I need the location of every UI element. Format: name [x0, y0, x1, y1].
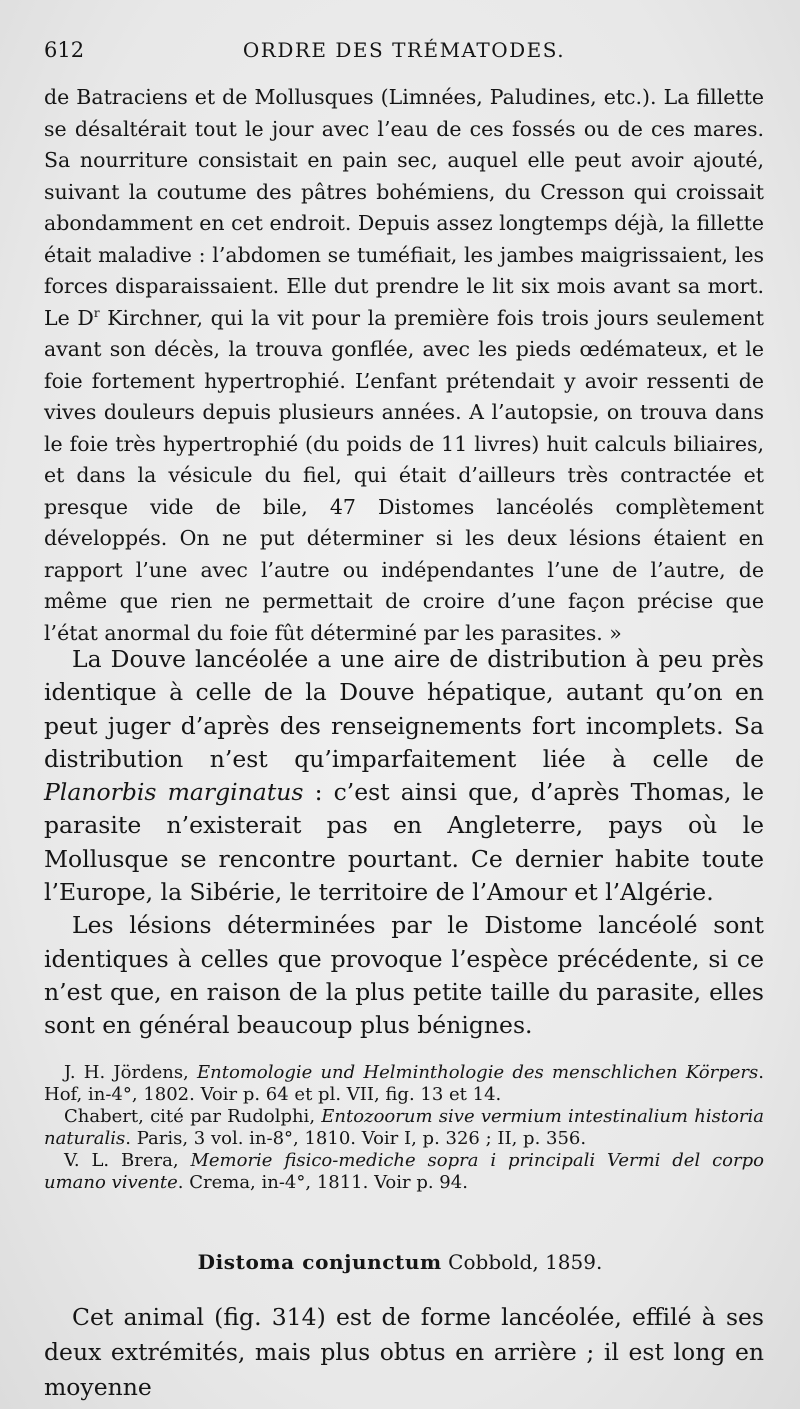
quoted-case-report	[44, 82, 764, 649]
species-name: Planorbis marginatus	[44, 778, 304, 807]
reference-author: J. H. Jördens,	[64, 1062, 198, 1083]
description-text	[44, 1300, 764, 1405]
section-authority: Cobbold, 1859.	[441, 1250, 603, 1274]
distribution-text-b: : c’est ainsi que, d’après Thomas, le parasite n’existerait pas en Angleterre, pays où le Mollusque se rencontre pourtant. Ce dernier habite toute l’Europe, la Sibérie, le territoire de l’Amour et l’Algérie.	[44, 778, 764, 907]
reference-author: V. L. Brera,	[64, 1150, 191, 1171]
reference-item	[44, 1106, 764, 1149]
lesions-paragraph: Les lésions déterminées par le Distome lancéolé sont identiques à celles que provoque l’espèce précédente, si ce n’est que, en raison de la plus petite taille du parasite, elles sont en général beaucoup plus bénignes.	[44, 911, 764, 1040]
reference-title: Memorie fisico-mediche sopra i principali Vermi del corpo umano vivente	[44, 1150, 764, 1193]
distribution-paragraph	[44, 643, 764, 909]
description-paragraph: Cet animal (fig. 314) est de forme lancéolée, effilé à ses deux extrémités, mais plus obtus en arrière ; il est long en moyenne	[44, 1303, 764, 1401]
case-report-text-a: de Batraciens et de Mollusques (Limnées, Paludines, etc.). La fillette se désaltérait tout le jour avec l’eau de ces fossés ou de ces mares. Sa nourriture consistait en pain sec, auquel elle peut avoir ajouté, suivant la coutume des pâtres bohémiens, du Cresson qui croissait abondamment en cet endroit. Depuis assez longtemps déjà, la fillette était maladive : l’abdomen se tuméfiait, les jambes maigrissaient, les forces disparaissaient. Elle dut prendre le lit six mois avant sa mort. Le D	[44, 85, 764, 330]
reference-details: . Paris, 3 vol. in-8°, 1810. Voir I, p. 326 ; II, p. 356.	[125, 1127, 587, 1149]
doctor-abbrev-sup: r	[93, 305, 100, 320]
case-report-text-b: Kirchner, qui la vit pour la première fois trois jours seulement avant son décès, la trouva gonflée, avec les pieds œdémateux, et le foie fortement hypertrophié. L’enfant prétendait y avoir ressenti de vives douleurs depuis plusieurs années. A l’autopsie, on trouva dans le foie très hypertrophié (du poids de 11 livres) huit calculs biliaires, et dans la vésicule du fiel, qui était d’ailleurs très contractée et presque vide de bile, 47 Distomes lancéolés complètement développés. On ne put déterminer si les deux lésions étaient en rapport l’une avec l’autre ou indépendantes l’une de l’autre, de même que rien ne permettait de croire d’une façon précise que l’état anormal du foie fût déterminé par les parasites. »	[44, 305, 764, 645]
references	[44, 1062, 764, 1194]
page-header	[44, 38, 764, 70]
distribution-text-a: La Douve lancéolée a une aire de distribution à peu près identique à celle de la Douve hépatique, autant qu’on en peut juger d’après des renseignements fort incomplets. Sa distribution n’est qu’imparfaitement liée à celle de	[44, 645, 764, 773]
reference-title: Entozoorum sive vermium intestinalium historia naturalis	[44, 1106, 764, 1149]
running-title: ORDRE DES TRÉMATODES.	[242, 38, 566, 62]
section-species-name: Distoma conjunctum	[197, 1250, 442, 1274]
reference-title: Entomologie und Helminthologie des menschlichen Körpers	[197, 1062, 759, 1083]
reference-item	[44, 1062, 764, 1105]
case-report-paragraph	[44, 82, 764, 649]
reference-details: . Hof, in-4°, 1802. Voir p. 64 et pl. VII, fig. 13 et 14.	[44, 1062, 764, 1105]
page-number: 612	[44, 38, 85, 62]
main-text	[44, 643, 764, 1043]
reference-item	[44, 1150, 764, 1193]
section-heading	[0, 1250, 800, 1274]
reference-author: Chabert, cité par Rudolphi,	[64, 1106, 322, 1127]
reference-details: . Crema, in-4°, 1811. Voir p. 94.	[177, 1171, 468, 1193]
